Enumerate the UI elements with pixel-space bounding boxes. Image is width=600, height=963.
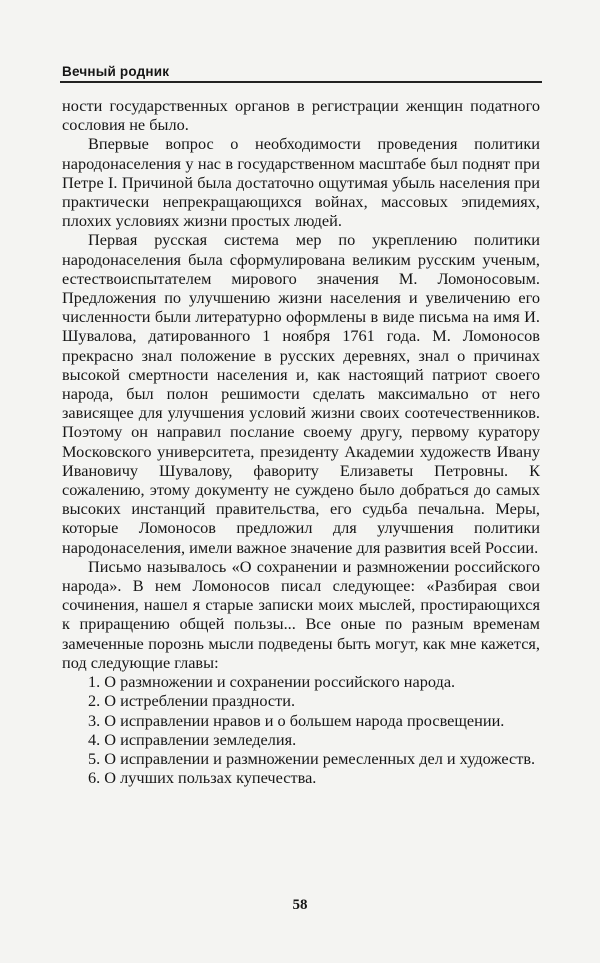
list-item: 5. О исправлении и размножении ремесленных дел и художеств.	[88, 748, 536, 768]
paragraph: Письмо называлось «О сохранении и размножении российского народа». В нем Ломоносов писал следующее: «Разбирая свои сочинения, нашел я старые записки моих мыслей, простирающихся к приращению общей пользы... Все оные по разным временам замеченные порознь мысли подведены быть могут, как мне кажется, под следующие главы:	[62, 556, 540, 672]
paragraph: Впервые вопрос о необходимости проведения политики народонаселения у нас в государственном масштабе был поднят при Петре I. Причиной была достаточно ощутимая убыль населения при практически непрекращающихся войнах, массовых эпидемиях, плохих условиях жизни простых людей.	[62, 134, 540, 231]
list-item: 3. О исправлении нравов и о большем народа просвещении.	[88, 710, 505, 730]
list-item: 4. О исправлении земледелия.	[88, 729, 297, 749]
header-rule	[60, 81, 542, 83]
page-number: 58	[292, 897, 308, 913]
list-item: 6. О лучших пользах купечества.	[88, 768, 317, 788]
body-text	[62, 96, 540, 787]
running-head: Вечный родник	[62, 64, 170, 79]
list-item: 2. О истреблении праздности.	[88, 691, 296, 711]
paragraph: Первая русская система мер по укреплению политики народонаселения была сформулирована великим русским ученым, естествоиспытателем мирового значения М. Ломоносовым. Предложения по улучшению жизни населения и увеличению его численности были литературно оформлены в виде письма на имя И. Шувалова, датированного 1 ноября 1761 года. М. Ломоносов прекрасно знал положение в русских деревнях, знал о причинах высокой смертности населения и, как настоящий патриот своего народа, был полон решимости сделать максимально от него зависящее для улучшения условий жизни своих соотечественников. Поэтому он направил послание своему другу, первому куратору Московского университета, президенту Академии художеств Ивану Ивановичу Шувалову, фавориту Елизаветы Петровны. К сожалению, этому документу не суждено было добраться до самых высоких инстанций правительства, его судьба печальна. Меры, которые Ломоносов предложил для улучшения политики народонаселения, имели важное значение для развития всей России.	[62, 230, 540, 557]
paragraph-continuation: ности государственных органов в регистрации женщин податного сословия не было.	[62, 96, 540, 135]
list-item: 1. О размножении и сохранении российского народа.	[88, 672, 456, 692]
